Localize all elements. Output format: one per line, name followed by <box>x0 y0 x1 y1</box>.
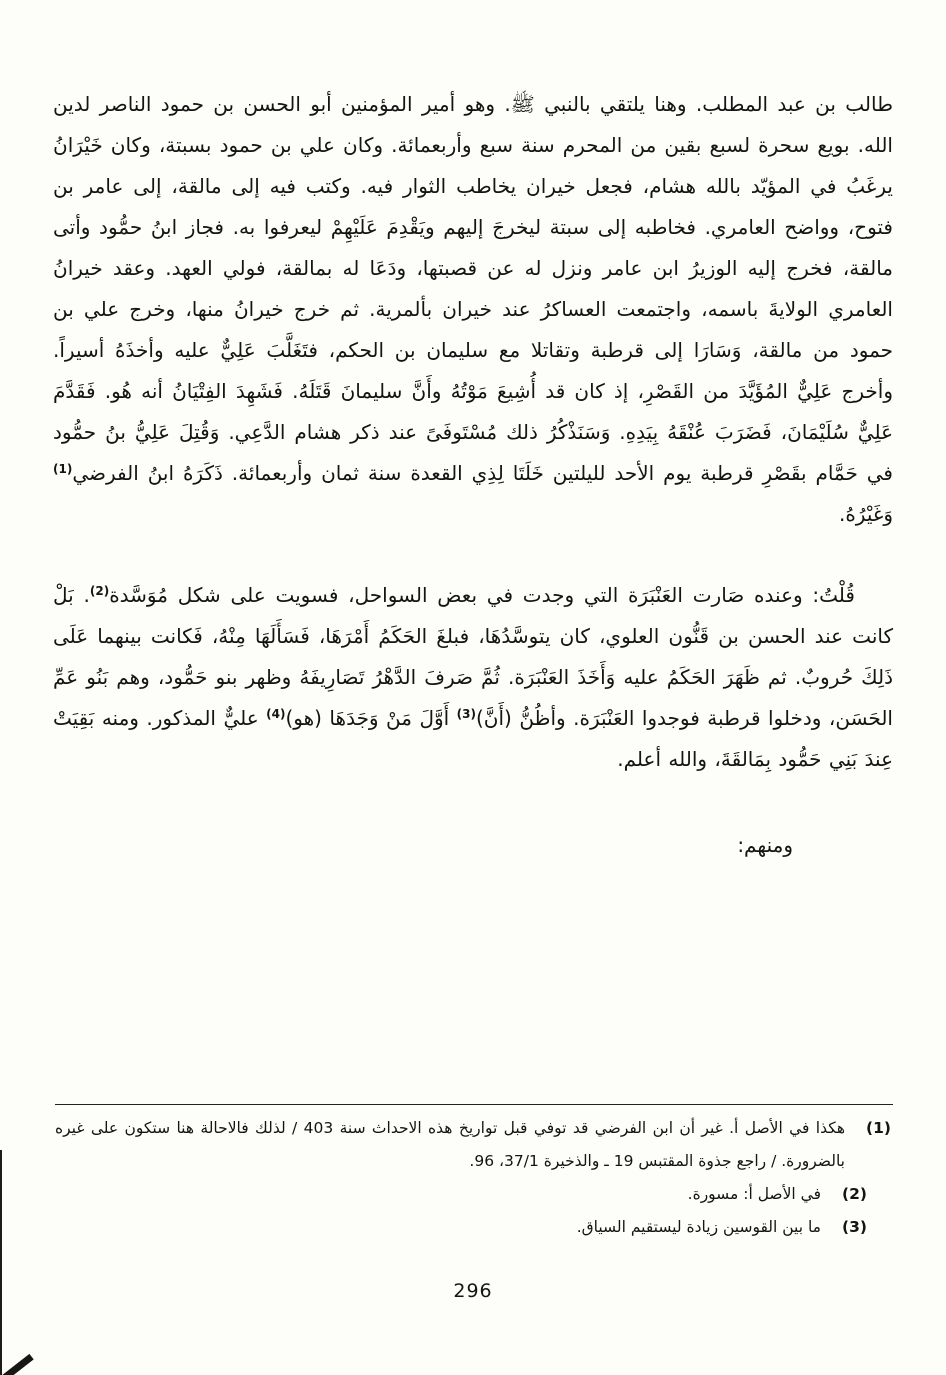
footnotes-section <box>55 1112 891 1244</box>
footnote-ref-3: (3) <box>456 707 476 721</box>
footnote-3-text: ما بين القوسين زيادة ليستقيم السياق. <box>576 1218 821 1236</box>
paragraph-1-text: طالب بن عبد المطلب. وهنا يلتقي بالنبي ﷺ. وهو أمير المؤمنين أبو الحسن بن حمود الناصر لدين الله. بويع سحرة لسبع بقين من المحرم سنة سبع وأربعمائة. وكان علي بن حمود بسبتة، وكان خَيْرَانُ يرغَبُ في المؤيّد بالله هشام، فجعل خيران يخاطب الثوار فيه. وكتب فيه إلى مالقة، إلى عامر بن فتوح، وواضح العامري. فخاطبه إلى سبتة ليخرجَ إليهم ويَقْدِمَ عَلَيْهِمْ ليعرفوا به. فجاز ابنُ حمُّود وأتى مالقة، فخرج إليه الوزيرُ ابن عامر ونزل له عن قصبتها، ودَعَا له بمالقة، فولي العهد. وعقد خيرانُ العامري الولايةَ باسمه، واجتمعت العساكرُ عند خيران بألمرية. ثم خرج خيرانُ منها، وخرج علي بن حمود من مالقة، وَسَارَا إلى قرطبة وتقاتلا مع سليمان بن الحكم، فتَغَلَّبَ عَلِيٌّ عليه وأخذَهُ أسيراً. وأخرج عَلِيٌّ المُؤَيَّدَ من القَصْرِ، إذ كان قد أُشِيعَ مَوْتُهُ وأَنَّ سليمانَ قَتَلَهُ. فَشَهِدَ الفِتْيَانُ أنه هُو. فَقَدَّمَ عَلِيٌّ سُلَيْمَانَ، فَضَرَبَ عُنْقَهُ بِيَدِهِ. وَسَنَذْكُرُ ذلك مُسْتَوفَىً عند ذكر هشام الدَّعِي. وَقُتِلَ عَلِيُّ بنُ حمُّود في حَمَّام بقَصْرِ قرطبة يوم الأحد لليلتين خَلَتَا لِذِي القعدة سنة ثمان وأربعمائة. ذَكَرَهُ ابنُ الفرضي <box>53 92 893 485</box>
footnote-3-marker: (3) <box>842 1218 867 1236</box>
footnote-divider <box>55 1104 893 1105</box>
scan-corner-artifact <box>0 1354 34 1375</box>
paragraph-2 <box>53 575 893 780</box>
closing-line: ومنهم: <box>737 833 793 857</box>
footnote-2-marker: (2) <box>842 1185 867 1203</box>
footnote-2 <box>55 1178 891 1211</box>
footnote-3 <box>55 1211 891 1244</box>
page-number: 296 <box>453 1280 493 1302</box>
footnote-ref-4: (4) <box>266 707 286 721</box>
footnote-1-marker: (1) <box>866 1119 891 1137</box>
footnote-ref-2: (2) <box>89 584 110 598</box>
paragraph-2-text-b: . بَلْ كانت عند الحسن بن قَنُّون العلوي، كان يتوسَّدُهَا، فبلغَ الحَكَمُ أَمْرَهَا، فَسَأَلَهَا مِنْهُ، فَكانت بينهما عَلَى ذَلِكَ حُروبٌ. ثم ظَهَرَ الحَكَمُ عليه وَأَخَذَ العَنْبَرَة. ثُمَّ صَرفَ الدَّهْرُ تَصَارِيفَهُ وظهر بنو حَمُّود، وهم بَنُو عَمِّ الحَسَن، ودخلوا قرطبة فوجدوا العَنْبَرَة. وأظُنُّ (أَنَّ) <box>53 583 893 730</box>
footnote-2-text: في الأصل أ: مسورة. <box>687 1185 821 1203</box>
footnote-ref-1: (1) <box>53 462 73 476</box>
main-text <box>53 84 893 866</box>
footnote-1 <box>55 1112 891 1178</box>
paragraph-1 <box>53 84 893 535</box>
footnote-1-text: هكذا في الأصل أ. غير أن ابن الفرضي قد توفي قبل تواريخ هذه الاحداث سنة 403 / لذلك فالاحالة هنا ستكون على غيره بالضرورة. / راجع جذوة المقتبس 19 ـ والذخيرة 37/1، 96. <box>55 1119 845 1170</box>
paragraph-2-text-d: عليٌّ المذكور. ومنه بَقِيَتْ عِندَ بَنِي حَمُّود بِمَالقَةَ، والله أعلم. <box>53 706 893 771</box>
paragraph-2-text-c: أَوَّلَ مَنْ وَجَدَهَا (هو) <box>285 706 457 730</box>
paragraph-2-text-a: قُلْتُ: وعنده صَارت العَنْبَرَة التي وجدت في بعض السواحل، فسويت على شكل مُوَسَّدة <box>109 583 855 607</box>
paragraph-1-end: وَغَيْرُهُ. <box>838 502 893 526</box>
scan-edge-artifact <box>0 1150 2 1375</box>
